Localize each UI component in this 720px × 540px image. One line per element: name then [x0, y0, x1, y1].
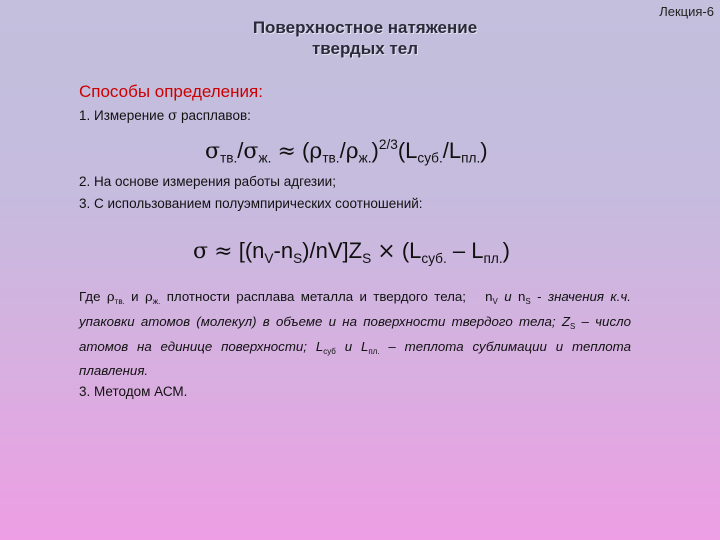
- p-and-italic: и: [504, 289, 512, 304]
- f2-sub-sub: суб.: [421, 250, 447, 266]
- p-sub-s: S: [525, 296, 531, 306]
- p-n-v: n: [485, 289, 493, 304]
- p-sub-tv: тв.: [114, 296, 125, 306]
- f2-sub-s-2: S: [362, 250, 372, 266]
- f2-sigma: σ: [193, 239, 209, 264]
- f2-minus: – L: [452, 238, 484, 263]
- f1-paren-close: ): [371, 137, 379, 163]
- slide-title: [0, 17, 720, 59]
- f1-sigma-1: σ: [205, 138, 221, 164]
- methods-heading: Способы определения:: [79, 82, 263, 101]
- italic-part-2: – число атомов на единице поверхности;: [79, 313, 631, 354]
- f2-close: ): [502, 238, 510, 263]
- f2-open: (L: [401, 238, 422, 263]
- f1-slash-1: /: [237, 137, 244, 163]
- f1-paren-close-2: ): [480, 137, 488, 163]
- f1-sub-sub: суб.: [417, 150, 443, 166]
- method-1-tail: расплавов:: [180, 108, 251, 123]
- where-desc: плотности расплава металла и твердого тела;: [166, 289, 466, 304]
- where-word: Где: [79, 289, 101, 304]
- p-z: Z: [561, 313, 570, 329]
- f1-sigma-2: σ: [243, 138, 259, 164]
- f1-exponent: 2/3: [378, 137, 398, 152]
- method-1-text: 1. Измерение: [79, 108, 165, 123]
- sigma-symbol: σ: [167, 108, 178, 124]
- f1-approx: ≈: [277, 138, 296, 164]
- p-l-2: L: [360, 338, 369, 354]
- f1-L-1: L: [405, 137, 418, 163]
- formula-semi-empirical: [193, 238, 510, 266]
- p-dash: -: [537, 289, 542, 304]
- explanation-paragraph: [79, 287, 631, 381]
- f1-slash-2: /: [339, 137, 346, 163]
- p-sub-zh: ж.: [152, 296, 161, 306]
- title-line-1: Поверхностное натяжение: [252, 18, 478, 37]
- p-sub-pl: пл.: [368, 346, 380, 356]
- where-and: и: [131, 289, 139, 304]
- p-rho-2: ρ: [144, 290, 153, 305]
- italic-part-1: значения к.ч. упаковки атомов (молекул) в объеме и на поверхности твердого тела;: [79, 289, 631, 329]
- italic-part-3: – теплота сублимации и теплота плавления.: [79, 338, 631, 379]
- formula-surface-tension-ratio: [205, 137, 488, 166]
- lecture-label: Лекция-6: [659, 4, 714, 19]
- f2-sub-v: V: [264, 250, 274, 266]
- p-sub-sub: суб: [323, 346, 336, 356]
- p-l-1: L: [315, 338, 324, 354]
- f1-rho-1: ρ: [309, 138, 323, 164]
- p-n-s: n: [518, 289, 526, 304]
- method-afm-item: 3. Методом АСМ.: [79, 384, 188, 399]
- f1-slash-3: /: [442, 137, 449, 163]
- f1-sub-tv: тв.: [220, 150, 238, 166]
- p-and-italic-2: и: [344, 338, 353, 354]
- f1-L-2: L: [448, 137, 462, 163]
- title-line-2: твердых тел: [311, 39, 419, 58]
- f1-sub-pl: пл.: [461, 150, 481, 166]
- f2-part-2: )/nV]Z: [302, 238, 363, 263]
- method-3-item: 3. С использованием полуэмпирических соотношений:: [79, 196, 423, 211]
- f2-sub-pl: пл.: [483, 250, 503, 266]
- f1-sub-zh: ж.: [258, 150, 272, 166]
- f2-part-1: [(n: [238, 238, 265, 263]
- f1-sub-tv-2: тв.: [322, 150, 340, 166]
- method-2-item: 2. На основе измерения работы адгезии;: [79, 174, 336, 189]
- f1-rho-2: ρ: [345, 138, 359, 164]
- f1-sub-zh-2: ж.: [358, 150, 372, 166]
- f1-paren-open: (: [302, 137, 310, 163]
- f1-paren-open-2: (: [397, 137, 406, 163]
- f2-dash-n: -n: [273, 238, 294, 263]
- p-sub-s-2: S: [569, 321, 576, 331]
- p-rho-1: ρ: [106, 290, 115, 305]
- method-1-item: [79, 108, 251, 124]
- f2-times: ×: [377, 239, 396, 264]
- f2-sub-s: S: [293, 250, 303, 266]
- f2-approx: ≈: [214, 239, 233, 264]
- p-sub-v: V: [492, 296, 498, 306]
